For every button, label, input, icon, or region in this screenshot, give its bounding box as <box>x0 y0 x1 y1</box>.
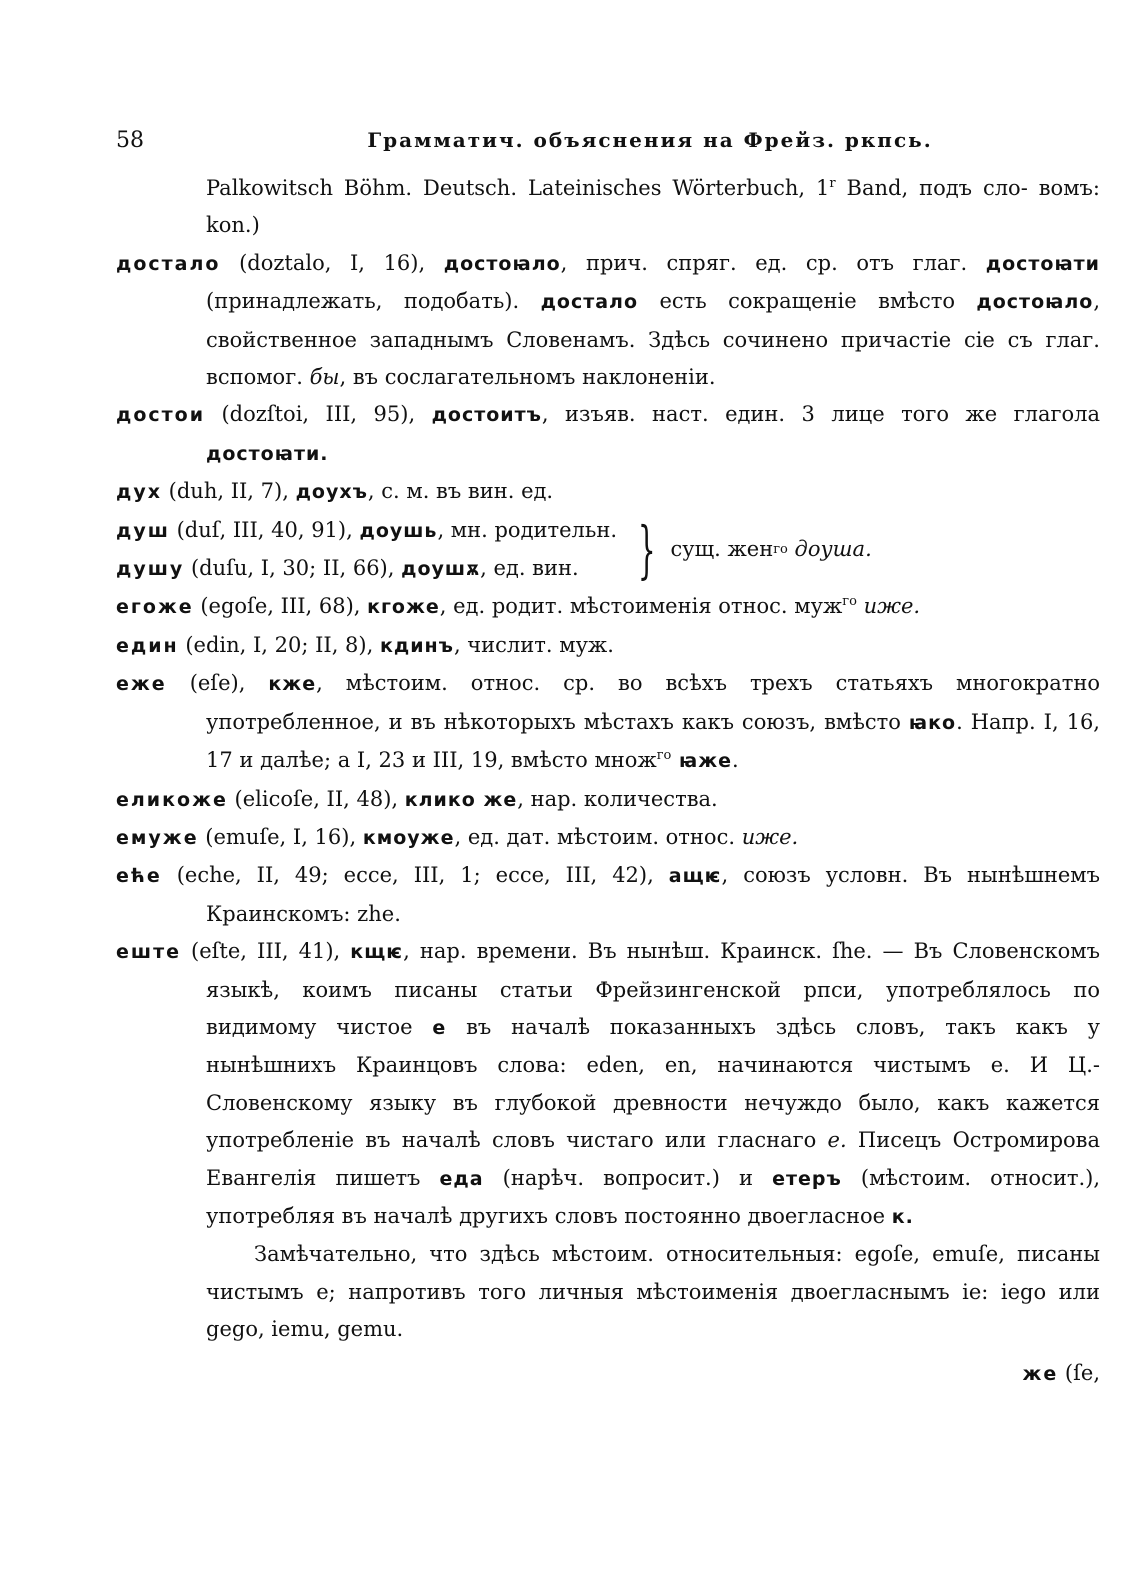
entry-dush <box>116 512 617 550</box>
entry-text: , мн. родительн. <box>437 517 617 542</box>
headword: дух <box>116 481 162 504</box>
entry-text: въ началѣ показанныхъ здѣсь словъ, такъ какъ у нынѣшнихъ Краинцовъ слова: eden, en, начинаются чистымъ e. И Ц.-Словенскому языку въ глубокой древности нечуждо было, какъ кажется употребленіе въ началѣ словъ чистаго или гласнаго <box>206 1014 1100 1153</box>
headword: еже <box>116 673 167 696</box>
entry-text: (doztalo, I, 16), <box>220 250 444 275</box>
entry-text: (emuſe, I, 16), <box>198 824 363 849</box>
intro-line1: Palkowitsch Böhm. Deutsch. Lateinisches Wörterbuch, 1 <box>206 176 830 200</box>
church-slavonic-form: ꙗко <box>908 711 957 734</box>
church-slavonic-form: достоꙗло <box>976 291 1094 314</box>
entry-text: , прич. спряг. ед. ср. отъ глаг. <box>560 250 986 275</box>
entry-edin <box>116 627 1100 665</box>
headword: достои <box>116 404 206 427</box>
brace-note: } сущ. жен го доуша. <box>637 513 872 587</box>
entry-text: Писецъ Остромирова Евангелія пишетъ <box>206 1128 1101 1190</box>
church-slavonic-form: к. <box>891 1205 914 1228</box>
entry-text: (duh, II, 7), <box>162 479 296 504</box>
entry-text: , с. м. въ вин. ед. <box>367 479 554 504</box>
headword: душ <box>116 519 170 542</box>
group-note: сущ. жен <box>670 537 774 562</box>
entry-text: , ед. родит. мѣстоименія относ. муж <box>439 594 843 619</box>
headword: егоже <box>116 596 194 619</box>
entry-text: , въ сослагательномъ наклоненіи. <box>339 365 716 390</box>
italic-form: иже. <box>856 594 921 619</box>
church-slavonic-form: достоꙗти <box>985 252 1100 275</box>
church-slavonic-form: кже <box>268 673 317 696</box>
church-slavonic-form: достало <box>540 291 639 314</box>
church-slavonic-form: етеръ <box>772 1167 842 1190</box>
running-head: Грамматич. объяснения на Фрейз. ркпсь. <box>367 128 933 152</box>
entry-text: , изъяв. наст. един. 3 лице того же глагола <box>541 402 1100 427</box>
church-slavonic-form: достоꙗло <box>443 252 561 275</box>
church-slavonic-form: достоитъ <box>431 404 542 427</box>
headword: еште <box>116 941 181 964</box>
church-slavonic-form: ꙗже <box>671 750 732 773</box>
entry-group-dusha <box>116 512 1100 589</box>
entry-elikoze <box>116 781 1100 819</box>
entry-text: , мѣстоим. относ. ср. во всѣхъ трехъ статьяхъ многократно употребленное, и въ нѣкоторыхъ мѣстахъ какъ союзъ, вмѣсто <box>206 671 1101 734</box>
headword: еликоже <box>116 788 228 811</box>
entry-text: (edin, I, 20; II, 8), <box>178 632 380 657</box>
entry-dushu <box>116 550 617 588</box>
entry-text: . Напр. I, 16, 17 и далѣе; а I, 23 и III, 19, вмѣсто множ <box>206 709 1100 773</box>
catchword <box>116 1349 1100 1393</box>
church-slavonic-form: доухъ <box>295 481 368 504</box>
entry-text: , свойственное западнымъ Словенамъ. Здѣсь сочинено причастіе сіе съ глаг. вспомог. <box>206 289 1100 390</box>
entry-dostalo <box>116 245 1100 397</box>
church-slavonic-form: кдинъ <box>379 634 454 657</box>
closing-paragraph: Замѣчательно, что здѣсь мѣстоим. относительныя: egoſe, emuſe, писаны чистымъ e; напротивъ того личныя мѣстоименія двоегласнымъ ie: iego или gego, iemu, gemu. <box>206 1242 1100 1342</box>
italic-form: е. <box>827 1128 847 1153</box>
church-slavonic-form: кщѥ <box>350 941 404 964</box>
headword: еће <box>116 865 162 888</box>
group-lines <box>116 512 617 589</box>
entry-text: (duſu, I, 30; II, 66), <box>184 556 402 581</box>
headword: емуже <box>116 826 199 849</box>
church-slavonic-form: доушь <box>359 519 438 542</box>
entry-text: , нар. времени. Въ нынѣш. Краинск. ſhe. — Въ Словенскомъ языкѣ, коимъ писаны статьи Фрейзингенской рпси, употреблялось по видимому чистое <box>206 939 1100 1039</box>
church-slavonic-form: достоꙗти. <box>206 442 329 465</box>
entry-duh <box>116 473 1100 511</box>
intro-line1-end: Band, подъ сло- <box>835 176 1028 200</box>
body-text <box>116 170 1100 1393</box>
italic-form: иже. <box>741 824 799 849</box>
church-slavonic-form: доушѫ <box>401 558 481 581</box>
catchword-headword: же <box>1022 1362 1059 1385</box>
headword: душу <box>116 558 185 581</box>
superscript: го <box>656 748 672 764</box>
group-note-italic: доуша. <box>794 537 872 562</box>
intro-sup: r <box>829 176 836 191</box>
italic-form: бы <box>309 365 340 390</box>
entry-text: (принадлежать, подобать). <box>206 289 541 314</box>
entry-text: , числит. муж. <box>453 632 614 657</box>
entry-eze <box>116 665 1100 780</box>
intro-paragraph <box>116 170 1100 245</box>
entry-eche <box>116 857 1100 933</box>
entry-egoze <box>116 588 1100 626</box>
entry-text: (elicoſe, II, 48), <box>227 786 405 811</box>
superscript: го <box>842 594 857 610</box>
entry-dostoi <box>116 396 1100 473</box>
entry-text: (eche, II, 49; ecce, III, 1; ecce, III, 42), <box>161 863 669 888</box>
intro-line2: вомъ: kon.) <box>206 176 1100 238</box>
page-number: 58 <box>116 128 144 153</box>
entry-text: (egoſe, III, 68), <box>193 594 368 619</box>
catchword-text: (ſe, <box>1058 1360 1100 1385</box>
church-slavonic-form: еда <box>439 1167 484 1190</box>
church-slavonic-form: клико же <box>404 788 518 811</box>
church-slavonic-form: ащѥ <box>668 865 722 888</box>
church-slavonic-form: кгоже <box>367 596 440 619</box>
headword: един <box>116 634 179 657</box>
entry-text: (нарѣч. вопросит.) и <box>483 1165 773 1190</box>
entry-text: , нар. количества. <box>517 786 718 811</box>
entry-text: есть сокращеніе вмѣсто <box>638 289 977 314</box>
entry-emuze <box>116 819 1100 857</box>
entry-text: (мѣстоим. относит.), употребляя въ началѣ другихъ словъ постоянно двоегласное <box>206 1165 1100 1228</box>
entry-text: (dozſtoi, III, 95), <box>205 402 432 427</box>
entry-text: , союзъ условн. Въ нынѣшнемъ Краинскомъ: zhe. <box>206 863 1101 926</box>
entry-text: , ед. дат. мѣстоим. относ. <box>454 824 742 849</box>
church-slavonic-form: кмоуже <box>362 826 455 849</box>
entry-text: (duſ, III, 40, 91), <box>169 517 360 542</box>
entry-text: (eſe), <box>166 671 269 696</box>
curly-brace-icon: } <box>637 513 656 587</box>
church-slavonic-form: е <box>432 1016 447 1039</box>
entry-text: (eſte, III, 41), <box>180 939 351 964</box>
entry-text: , ед. вин. <box>480 556 579 581</box>
entry-text: . <box>732 748 739 773</box>
entry-eshte <box>116 933 1100 1236</box>
headword: достало <box>116 252 221 275</box>
